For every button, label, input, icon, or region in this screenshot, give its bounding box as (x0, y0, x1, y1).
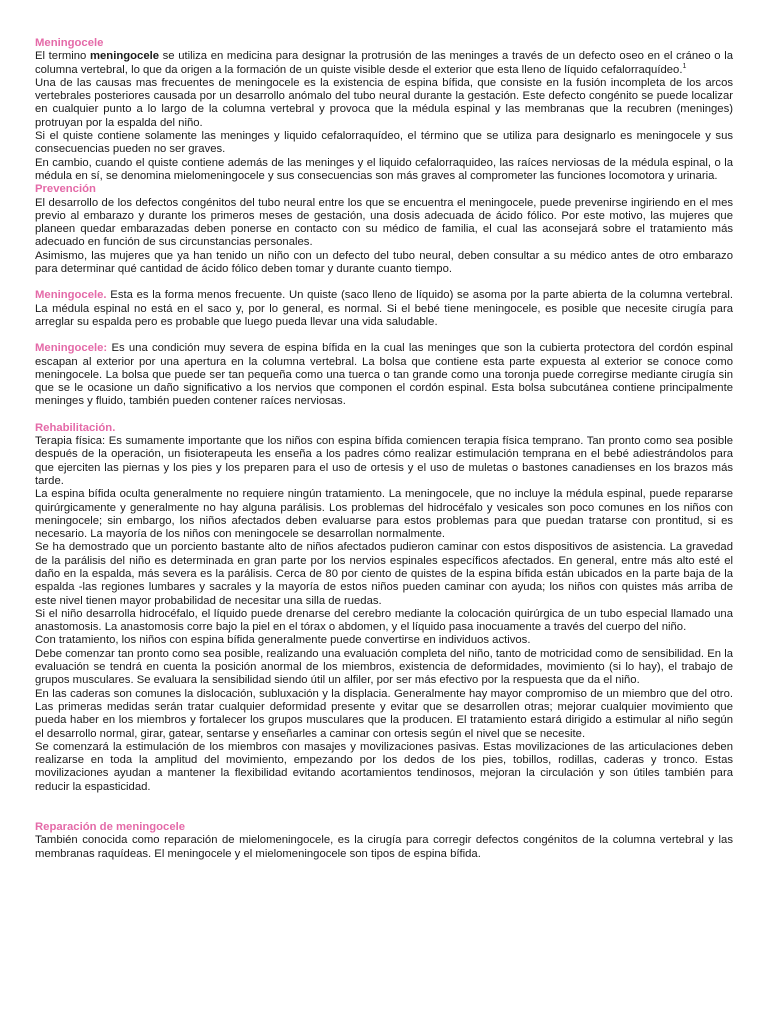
paragraph-meningocele-forma (35, 289, 733, 329)
paragraph: Si el quiste contiene solamente las meninges y liquido cefalorraquídeo, el término que se utiliza para designarlo es meningocele y sus consecuencias pueden no ser graves. (35, 130, 733, 156)
heading-meningocele: Meningocele (35, 37, 104, 49)
paragraph-meningocele-condicion (35, 342, 733, 408)
paragraph (35, 50, 733, 77)
heading-rehabilitacion: Rehabilitación. (35, 421, 116, 434)
paragraph: En cambio, cuando el quiste contiene además de las meninges y el liquido cefalorraquideo, las raíces nerviosas de la médula espinal, o la médula en sí, se denomina mielomeningocele y sus consecuencias son más graves al comprometer las funciones locomotora y urinaria. (35, 156, 733, 182)
section-rehabilitacion (35, 422, 733, 794)
inline-heading: Meningocele: (35, 342, 108, 355)
text-run: Esta es la forma menos frecuente. Un quiste (saco lleno de líquido) se asoma por la parte abierta de la columna vertebral. La médula espinal no está en el saco y, por lo general, es normal. Si el bebé tiene meningocele, es posible que necesite cirugía para arreglar su espalda pero es probable que luego pueda llevar una vida saludable. (35, 289, 733, 328)
paragraph: Se comenzará la estimulación de los miembros con masajes y movilizaciones pasivas. Estas movilizaciones de las articulaciones deben realizarse en toda la amplitud del movimiento, empezando por los dedos de los pies, tobillos, rodillas, caderas y tronco. Estas movilizaciones ayudan a mantener la flexibilidad evitando acortamientos tendinosos, mejoran la circulación y son útiles también para reducir la espasticidad. (35, 740, 733, 793)
bold-term: meningocele (89, 50, 160, 63)
inline-heading: Meningocele. (35, 289, 107, 302)
paragraph: Terapia física: Es sumamente importante que los niños con espina bífida comiencen terapia física temprano. Tan pronto como sea posible después de la operación, un fisioterapeuta les enseña a los padres cómo realizar estimulación temprana en el bebé adiestrándolos para que ejerciten las piernas y los pies y los preparen para el uso de ortesis y el uso de muletas o bastones canadienses en los brazos más tarde. (35, 435, 733, 487)
heading-reparacion: Reparación de meningocele (35, 821, 186, 834)
footnote-marker: 1 (682, 62, 687, 70)
spacer (35, 329, 733, 342)
paragraph: En las caderas son comunes la dislocación, subluxación y la displacia. Generalmente hay mayor compromiso de un miembro que del otro. Las primeras medidas serán tratar cualquier deformidad presente y evitar que se desarrollen otras; mejorar cualquier movimiento que pueda haber en los miembros y fortalecer los grupos musculares que la producen. El tratamiento estará dirigido a estimular al niño según el desarrollo normal, girar, gatear, sentarse y enseñarles a caminar con ortesis según el nivel que se necesite. (35, 687, 733, 740)
heading-prevencion: Prevención (35, 183, 96, 196)
section-meningocele (35, 37, 733, 183)
spacer (35, 276, 733, 289)
paragraph: El desarrollo de los defectos congénitos del tubo neural entre los que se encuentra el meningocele, puede prevenirse ingiriendo en el mes previo al embarazo y durante los primeros meses de gestación, una dosis adecuada de ácido fólico. Por este motivo, las mujeres que planeen quedar embarazadas deben ponerse en contacto con su médico de familia, el cual las aconsejará sobre el tratamiento más adecuado en función de sus circunstancias personales. (35, 196, 733, 249)
paragraph: Si el niño desarrolla hidrocéfalo, el líquido puede drenarse del cerebro mediante la colocación quirúrgica de un tubo especial llamado una anastomosis. La anastomosis corre bajo la piel en el tórax o abdomen, y el líquido pasa inocuamente a través del cuerpo del niño. (35, 607, 733, 634)
text-run: se utiliza en medicina para designar la protrusión de las meninges a través de un defecto oseo en el cráneo o la columna vertebral, lo que da origen a la formación de un quiste visible desde el exterior que esta lleno de líquido cefalorraquídeo. (35, 50, 733, 76)
spacer (35, 794, 733, 821)
paragraph: La espina bífida oculta generalmente no requiere ningún tratamiento. La meningocele, que no incluye la médula espinal, puede repararse quirúrgicamente y generalmente no hay alguna parálisis. Los problemas del hidrocéfalo y vesicales son poco comunes en los niños con meningocele; sin embargo, los niños afectados deben evaluarse para estos problemas para que puedan tratarse con prontitud, si es necesario. La mayoría de los niños con meningocele se desarrollan normalmente. (35, 488, 733, 541)
paragraph: También conocida como reparación de mielomeningocele, es la cirugía para corregir defectos congénitos de la columna vertebral y las membranas raquídeas. El meningocele y el mielomeningocele son tipos de espina bífida. (35, 834, 733, 860)
paragraph: Una de las causas mas frecuentes de meningocele es la existencia de espina bífida, que consiste en la fusión incompleta de los arcos vertebrales posteriores causada por un desarrollo anómalo del tubo neural durante la gestación. Este defecto congénito se puede localizar en cualquier punto a lo largo de la columna vertebral y provoca que la médula espinal y las membranas que la recubren (meninges) protruyan por la espalda del niño. (35, 76, 733, 129)
paragraph: Se ha demostrado que un porciento bastante alto de niños afectados pudieron caminar con estos dispositivos de asistencia. La gravedad de la parálisis del niño es determinada en gran parte por los nervios espinales específicos afectados. En general, entre más alto esté el daño en la espalda, más severa es la parálisis. Cerca de 80 por ciento de quistes de la espina bífida están ubicados en la parte baja de la espalda -las regiones lumbares y sacrales y la mayoría de estos niños pueden caminar con ayuda; los niños con quistes más arriba de este nivel tienen mayor probabilidad de necesitar una silla de ruedas. (35, 541, 733, 607)
paragraph: Con tratamiento, los niños con espina bífida generalmente puede convertirse en individuos activos. (35, 634, 531, 647)
paragraph: Asimismo, las mujeres que ya han tenido un niño con un defecto del tubo neural, deben consultar a su médico antes de otro embarazo para determinar qué cantidad de ácido fólico deben tomar y durante cuanto tiempo. (35, 249, 733, 276)
spacer (35, 409, 733, 422)
text-run: Es una condición muy severa de espina bífida en la cual las meninges que son la cubierta protectora del cordón espinal escapan al exterior por una apertura en la columna vertebral. La bolsa que contiene esta parte expuesta al exterior se conoce como meningocele. La bolsa que puede ser tan pequeña como una tuerca o tan grande como una toronja puede corregirse mediante cirugía sin que se le ocasione un daño significativo a los nervios que componen el cordón espinal. Esta bolsa subcutánea contiene principalmente meninges y fluido, también pueden contener raíces nerviosas. (35, 342, 733, 408)
paragraph: Debe comenzar tan pronto como sea posible, realizando una evaluación completa del niño, tanto de motricidad como de sensibilidad. En la evaluación se tendrá en cuenta la posición anormal de los miembros, existencia de deformidades, movimiento (si lo hay), el trabajo de grupos musculares. Se evaluara la sensibilidad siendo útil un alfiler, por ser más efectivo por la respuesta que da el niño. (35, 647, 733, 687)
section-reparacion (35, 821, 733, 861)
section-prevencion (35, 183, 733, 276)
text-run: El termino (35, 50, 90, 63)
